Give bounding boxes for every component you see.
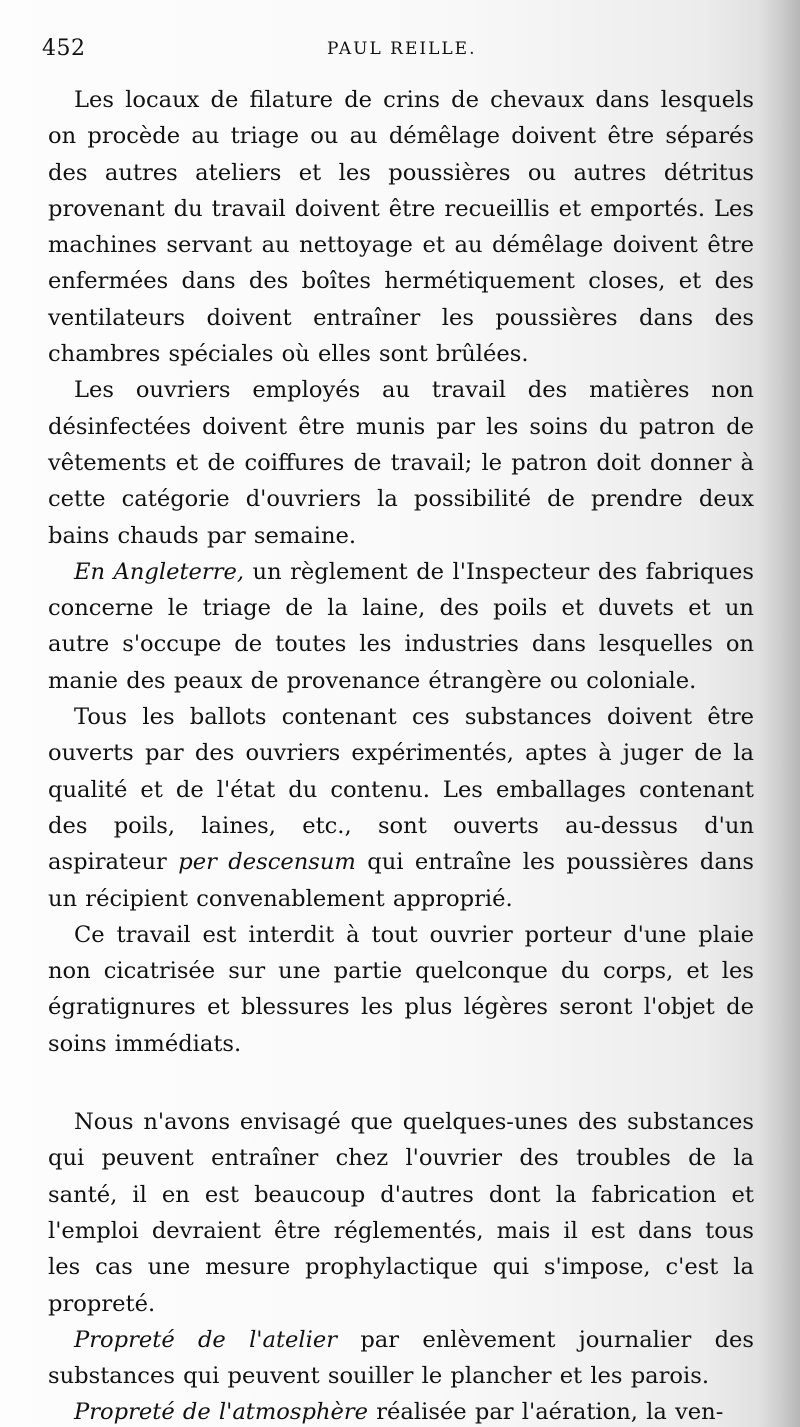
paragraph-angleterre (48, 554, 754, 699)
paragraph-filature (48, 82, 754, 372)
paragraph-ballots (48, 699, 754, 917)
page-edge-shadow (758, 0, 800, 1427)
paragraph-italic-lead: Propreté de l'atelier (74, 1326, 338, 1353)
running-head: PAUL REILLE. (327, 39, 477, 59)
paragraph-text: Nous n'avons envisagé que quelques-unes des substances qui peuvent entraîner chez l'ouvrier des troubles de la santé, il en est beaucoup d'autres dont la fabrication et l'emploi devraient être réglementés, mais il est dans tous les cas une mesure prophylactique qui s'impose, c'est la propreté. (48, 1109, 754, 1317)
paragraph-italic-lead: Propreté de l'atmosphère (74, 1399, 369, 1426)
paragraph-travail-interdit (48, 917, 754, 1062)
paragraph-text: réalisée par l'aération, la ven- (368, 1399, 724, 1426)
paragraph-ouvriers (48, 372, 754, 553)
paragraph-text: Les ouvriers employés au travail des matières non désinfectées doivent être munis par les soins du patron de vêtements et de coiffures de travail; le patron doit donner à cette catégorie d'ouvriers la possibilité de prendre deux bains chauds par semaine. (48, 377, 754, 549)
paragraph-text: qui entraîne les poussières dans un récipient convenablement approprié. (48, 849, 754, 912)
paragraph-text: Ce travail est interdit à tout ouvrier porteur d'une plaie non cicatrisée sur une partie quelconque du corps, et les égratignures et blessures les plus légères seront l'objet de soins immédiats. (48, 921, 754, 1057)
page-header (42, 36, 742, 76)
page-number: 452 (42, 36, 86, 61)
paragraph-text: un règlement de l'Inspecteur des fabriques concerne le triage de la laine, des poils et duvets et un autre s'occupe de toutes les industries dans lesquelles on manie des peaux de provenance étrangère ou coloniale. (48, 558, 754, 694)
body-text (48, 82, 754, 1427)
paragraph-text: Les locaux de filature de crins de chevaux dans lesquels on procède au triage ou au démêlage doivent être séparés des autres ateliers et les poussières ou autres détritus provenant du travail doivent être recueillis et emportés. Les machines servant au nettoyage et au démêlage doivent être enfermées dans des boîtes hermétiquement closes, et des ventilateurs doivent entraîner les poussières dans des chambres spéciales où elles sont brûlées. (48, 87, 754, 368)
paragraph-italic-lead: En Angleterre, (74, 558, 245, 585)
paragraph-italic-term: per descensum (178, 849, 356, 876)
paragraph-text: Tous les ballots contenant ces substances doivent être ouverts par des ouvriers expérimentés, aptes à juger de la qualité et de l'état du contenu. Les emballages contenant des poils, laines, etc., sont ouverts au-dessus d'un aspirateur (48, 704, 754, 876)
paragraph-substances (48, 1104, 754, 1322)
paragraph-proprete-atmosphere (48, 1394, 754, 1427)
paragraph-proprete-atelier (48, 1322, 754, 1395)
paragraph-text: par enlèvement journalier des substances qui peuvent souiller le plancher et les parois. (48, 1326, 755, 1390)
